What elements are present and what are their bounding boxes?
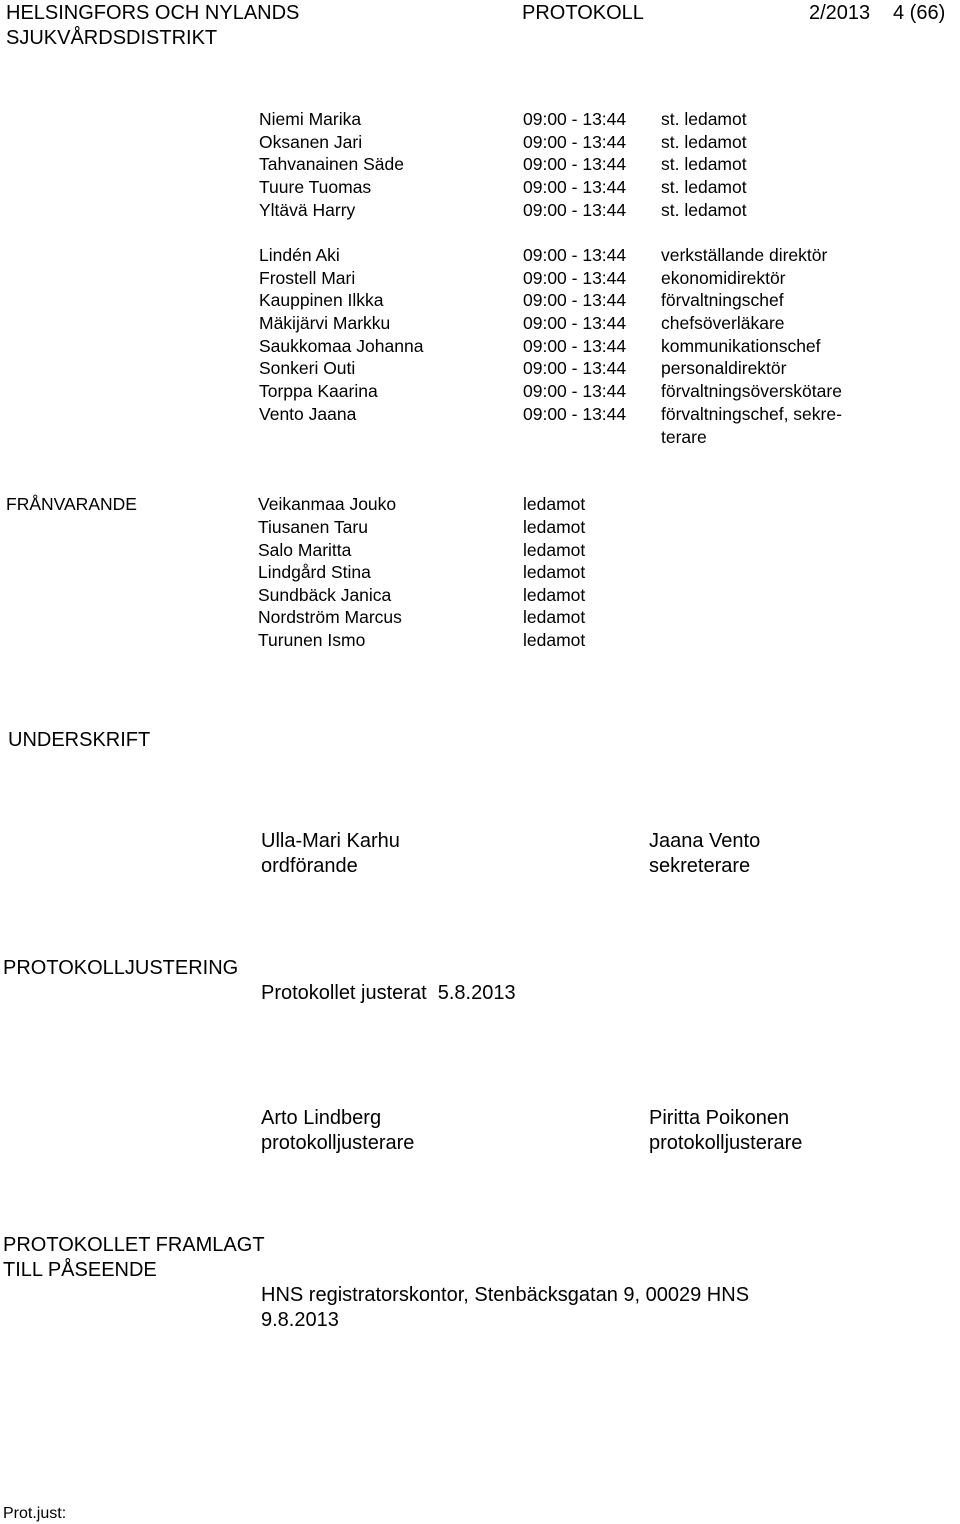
official-time: 09:00 - 13:44 — [523, 245, 627, 265]
adjustment-text: Protokollet justerat 5.8.2013 — [261, 982, 516, 1004]
adjuster2-title: protokolljusterare — [649, 1132, 803, 1154]
document-type: PROTOKOLL — [522, 2, 644, 24]
official-time: 09:00 - 13:44 — [523, 313, 627, 333]
public-heading-line2: TILL PÅSEENDE — [3, 1259, 157, 1281]
absent-row — [0, 539, 960, 562]
member-time: 09:00 - 13:44 — [523, 200, 627, 220]
absent-name: Veikanmaa Jouko — [258, 494, 397, 514]
official-name: Sonkeri Outi — [259, 358, 356, 378]
official-row — [0, 244, 960, 267]
official-name: Vento Jaana — [259, 404, 357, 424]
official-role-continuation: terare — [661, 427, 707, 447]
official-row — [0, 335, 960, 358]
member-time: 09:00 - 13:44 — [523, 132, 627, 152]
official-row — [0, 357, 960, 380]
absent-row — [0, 561, 960, 584]
footer-label: Prot.just: — [3, 1505, 67, 1522]
member-name: Oksanen Jari — [259, 132, 363, 152]
official-role: personaldirektör — [661, 358, 787, 378]
absent-row — [0, 516, 960, 539]
official-role: förvaltningsöverskötare — [661, 381, 842, 401]
absent-role: ledamot — [523, 630, 586, 650]
chair-name: Ulla-Mari Karhu — [261, 830, 400, 852]
adjuster2-name: Piritta Poikonen — [649, 1107, 790, 1129]
public-date: 9.8.2013 — [261, 1309, 339, 1331]
official-name: Kauppinen Ilkka — [259, 290, 384, 310]
official-time: 09:00 - 13:44 — [523, 290, 627, 310]
official-row — [0, 289, 960, 312]
adjuster1-name: Arto Lindberg — [261, 1107, 382, 1129]
official-name: Frostell Mari — [259, 268, 356, 288]
absent-row — [0, 629, 960, 652]
absent-role: ledamot — [523, 494, 586, 514]
document-number: 2/2013 — [809, 2, 871, 24]
absent-role: ledamot — [523, 562, 586, 582]
org-name-line1: HELSINGFORS OCH NYLANDS — [6, 2, 300, 24]
official-role: chefsöverläkare — [661, 313, 785, 333]
member-name: Niemi Marika — [259, 109, 362, 129]
official-role: ekonomidirektör — [661, 268, 786, 288]
official-role: kommunikationschef — [661, 336, 821, 356]
official-role: förvaltningschef — [661, 290, 784, 310]
absent-name: Turunen Ismo — [258, 630, 366, 650]
member-role: st. ledamot — [661, 200, 747, 220]
absent-row — [0, 584, 960, 607]
official-time: 09:00 - 13:44 — [523, 381, 627, 401]
page-number: 4 (66) — [893, 2, 946, 24]
official-time: 09:00 - 13:44 — [523, 268, 627, 288]
secretary-title: sekreterare — [649, 855, 751, 877]
absent-role: ledamot — [523, 607, 586, 627]
absent-name: Nordström Marcus — [258, 607, 402, 627]
member-time: 09:00 - 13:44 — [523, 154, 627, 174]
official-name: Lindén Aki — [259, 245, 340, 265]
absent-name: Sundbäck Janica — [258, 585, 392, 605]
member-name: Tuure Tuomas — [259, 177, 372, 197]
absent-row — [0, 493, 960, 516]
absent-name: Lindgård Stina — [258, 562, 371, 582]
official-role: förvaltningschef, sekre- — [661, 404, 842, 424]
member-time: 09:00 - 13:44 — [523, 109, 627, 129]
member-role: st. ledamot — [661, 109, 747, 129]
official-time: 09:00 - 13:44 — [523, 358, 627, 378]
official-row — [0, 312, 960, 335]
absent-role: ledamot — [523, 585, 586, 605]
member-row — [0, 108, 960, 131]
adjustment-heading: PROTOKOLLJUSTERING — [3, 957, 239, 979]
secretary-name: Jaana Vento — [649, 830, 761, 852]
official-row — [0, 403, 960, 426]
org-name-line2: SJUKVÅRDSDISTRIKT — [6, 27, 218, 49]
chair-title: ordförande — [261, 855, 358, 877]
absent-row — [0, 606, 960, 629]
official-role: verkställande direktör — [661, 245, 828, 265]
official-row-continuation — [0, 426, 960, 449]
absent-heading: FRÅNVARANDE — [6, 494, 137, 514]
official-name: Saukkomaa Johanna — [259, 336, 424, 356]
member-role: st. ledamot — [661, 132, 747, 152]
member-name: Yltävä Harry — [259, 200, 356, 220]
member-row — [0, 176, 960, 199]
member-role: st. ledamot — [661, 154, 747, 174]
adjuster1-title: protokolljusterare — [261, 1132, 415, 1154]
official-name: Mäkijärvi Markku — [259, 313, 391, 333]
member-name: Tahvanainen Säde — [259, 154, 404, 174]
signature-heading: UNDERSKRIFT — [8, 729, 151, 751]
official-row — [0, 380, 960, 403]
absent-role: ledamot — [523, 540, 586, 560]
member-role: st. ledamot — [661, 177, 747, 197]
official-name: Torppa Kaarina — [259, 381, 378, 401]
official-row — [0, 267, 960, 290]
member-row — [0, 131, 960, 154]
member-time: 09:00 - 13:44 — [523, 177, 627, 197]
member-row — [0, 199, 960, 222]
member-row — [0, 153, 960, 176]
public-heading-line1: PROTOKOLLET FRAMLAGT — [3, 1234, 265, 1256]
absent-role: ledamot — [523, 517, 586, 537]
public-place: HNS registratorskontor, Stenbäcksgatan 9, 00029 HNS — [261, 1284, 750, 1306]
official-time: 09:00 - 13:44 — [523, 404, 627, 424]
absent-name: Tiusanen Taru — [258, 517, 368, 537]
absent-name: Salo Maritta — [258, 540, 352, 560]
official-time: 09:00 - 13:44 — [523, 336, 627, 356]
